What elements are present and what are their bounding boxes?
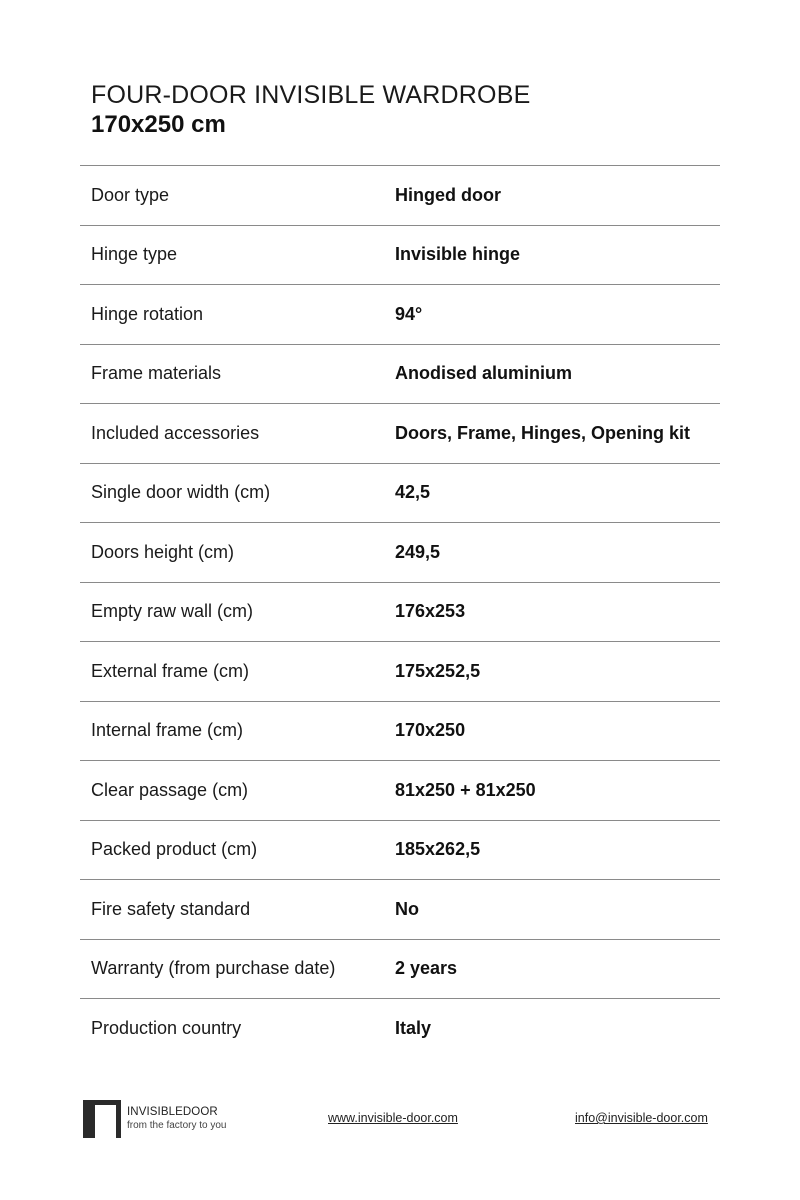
spec-table [80,165,720,1059]
spec-row [80,642,720,702]
spec-label: Single door width (cm) [91,482,271,503]
spec-row [80,226,720,286]
spec-label: Frame materials [91,363,222,384]
spec-value: 170x250 [395,720,466,741]
spec-value: Italy [395,1018,432,1039]
spec-row [80,583,720,643]
document-header [91,80,530,140]
spec-label: Included accessories [91,422,260,443]
page-subtitle: 170x250 cm [91,111,226,138]
spec-value: Hinged door [395,184,501,205]
spec-row [80,464,720,524]
spec-value: 42,5 [395,482,431,503]
spec-label: External frame (cm) [91,660,250,681]
spec-label: Empty raw wall (cm) [91,601,254,622]
spec-row [80,940,720,1000]
spec-label: Packed product (cm) [91,839,258,860]
spec-row [80,761,720,821]
spec-label: Hinge rotation [91,303,204,324]
spec-label: Warranty (from purchase date) [91,958,336,979]
spec-value: Anodised aluminium [395,363,573,384]
spec-row [80,166,720,226]
spec-label: Clear passage (cm) [91,779,249,800]
spec-value: Doors, Frame, Hinges, Opening kit [395,422,691,443]
spec-row [80,523,720,583]
spec-value: 176x253 [395,601,466,622]
logo-brand: INVISIBLEDOOR [127,1106,218,1118]
spec-value: Invisible hinge [395,244,521,265]
brand-logo[interactable] [83,1100,227,1138]
spec-row [80,345,720,405]
spec-label: Hinge type [91,244,178,265]
logo-tagline: from the factory to you [127,1120,227,1131]
spec-row [80,404,720,464]
spec-row [80,999,720,1059]
spec-value: No [395,898,419,919]
spec-label: Production country [91,1018,242,1039]
spec-value: 94° [395,303,423,324]
spec-row [80,285,720,345]
spec-value: 249,5 [395,541,441,562]
spec-label: Internal frame (cm) [91,720,244,741]
email-link[interactable]: info@invisible-door.com [575,1111,708,1125]
page-title: FOUR-DOOR INVISIBLE WARDROBE [91,81,531,109]
spec-value: 175x252,5 [395,660,481,681]
spec-value: 81x250 + 81x250 [395,779,536,800]
spec-row [80,821,720,881]
footer [0,1098,800,1142]
door-icon [83,1100,121,1138]
logo-text [127,1106,227,1132]
spec-label: Door type [91,184,170,205]
spec-value: 2 years [395,958,458,979]
spec-row [80,702,720,762]
spec-value: 185x262,5 [395,839,481,860]
spec-row [80,880,720,940]
spec-label: Doors height (cm) [91,541,235,562]
spec-label: Fire safety standard [91,898,251,919]
website-link[interactable]: www.invisible-door.com [328,1111,458,1125]
